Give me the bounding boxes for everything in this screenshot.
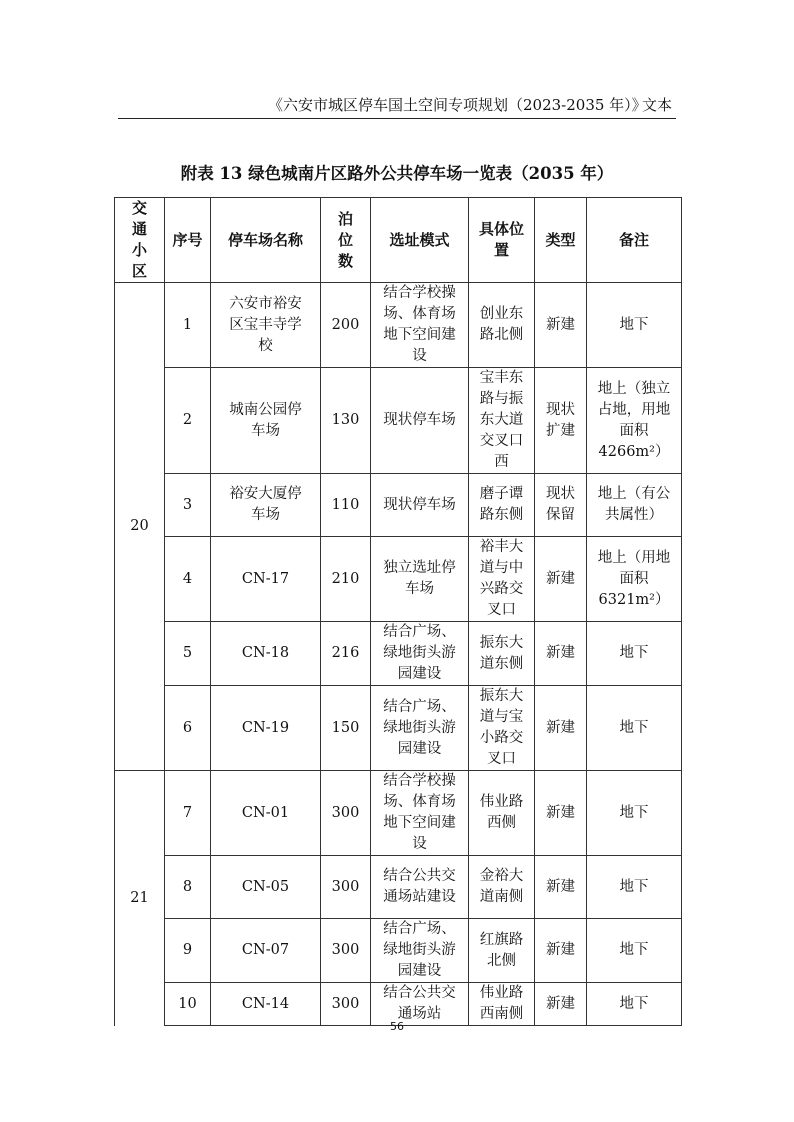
row-mode: 结合广场、绿地街头游园建设 [371, 686, 469, 771]
row-spaces: 300 [321, 771, 371, 856]
row-type: 现状保留 [535, 474, 587, 537]
row-no: 10 [165, 983, 211, 1026]
row-spaces: 300 [321, 983, 371, 1026]
zone-cell: 21 [115, 771, 165, 1026]
row-location: 红旗路北侧 [469, 919, 535, 983]
header-row [115, 198, 682, 283]
col-header-spaces: 泊位数 [321, 198, 371, 283]
row-spaces: 150 [321, 686, 371, 771]
col-header-name: 停车场名称 [211, 198, 321, 283]
row-type: 新建 [535, 919, 587, 983]
row-type: 新建 [535, 771, 587, 856]
row-no: 8 [165, 856, 211, 919]
table-row [115, 919, 682, 983]
row-type: 新建 [535, 686, 587, 771]
row-mode: 结合广场、绿地街头游园建设 [371, 919, 469, 983]
table-row [115, 622, 682, 686]
row-name: CN-07 [211, 919, 321, 983]
row-no: 1 [165, 283, 211, 368]
document-type: 文本 [641, 96, 672, 114]
row-location: 裕丰大道与中兴路交叉口 [469, 537, 535, 622]
row-mode: 结合学校操场、体育场地下空间建设 [371, 771, 469, 856]
row-spaces: 200 [321, 283, 371, 368]
row-name: 裕安大厦停车场 [211, 474, 321, 537]
row-location: 金裕大道南侧 [469, 856, 535, 919]
page-header [118, 92, 676, 119]
col-header-zone: 交通小区 [115, 198, 165, 283]
note-text: 地上（独立占地，用地面积4266m²） [597, 380, 671, 460]
row-no: 4 [165, 537, 211, 622]
row-type: 新建 [535, 983, 587, 1026]
row-mode: 结合广场、绿地街头游园建设 [371, 622, 469, 686]
row-location: 伟业路西南侧 [469, 983, 535, 1026]
row-name: CN-01 [211, 771, 321, 856]
row-type: 新建 [535, 856, 587, 919]
page-number: 56 [390, 1020, 404, 1033]
row-name: CN-18 [211, 622, 321, 686]
row-location: 振东大道与宝小路交叉口 [469, 686, 535, 771]
row-note: 地下 [587, 983, 682, 1026]
row-no: 5 [165, 622, 211, 686]
row-note [587, 368, 682, 474]
row-spaces: 216 [321, 622, 371, 686]
col-header-mode: 选址模式 [371, 198, 469, 283]
row-type: 新建 [535, 537, 587, 622]
row-note: 地下 [587, 919, 682, 983]
row-name: CN-14 [211, 983, 321, 1026]
document-title: 《六安市城区停车国土空间专项规划（2023-2035 年）》 [268, 96, 647, 114]
row-note: 地下 [587, 283, 682, 368]
row-type: 现状扩建 [535, 368, 587, 474]
row-note: 地下 [587, 771, 682, 856]
table-row [115, 368, 682, 474]
row-mode: 现状停车场 [371, 368, 469, 474]
row-no: 6 [165, 686, 211, 771]
row-no: 2 [165, 368, 211, 474]
col-header-type: 类型 [535, 198, 587, 283]
row-location: 伟业路西侧 [469, 771, 535, 856]
row-spaces: 210 [321, 537, 371, 622]
zone-cell: 20 [115, 283, 165, 771]
row-spaces: 130 [321, 368, 371, 474]
col-header-no: 序号 [165, 198, 211, 283]
row-location: 振东大道东侧 [469, 622, 535, 686]
row-spaces: 300 [321, 856, 371, 919]
row-no: 9 [165, 919, 211, 983]
row-note: 地下 [587, 856, 682, 919]
row-name: CN-17 [211, 537, 321, 622]
row-mode: 结合学校操场、体育场地下空间建设 [371, 283, 469, 368]
row-mode: 现状停车场 [371, 474, 469, 537]
row-note: 地上（有公共属性） [587, 474, 682, 537]
row-spaces: 110 [321, 474, 371, 537]
col-header-location: 具体位置 [469, 198, 535, 283]
row-spaces: 300 [321, 919, 371, 983]
row-name: CN-05 [211, 856, 321, 919]
row-name: CN-19 [211, 686, 321, 771]
table-row [115, 283, 682, 368]
row-name: 城南公园停车场 [211, 368, 321, 474]
table-row [115, 474, 682, 537]
row-note: 地下 [587, 622, 682, 686]
row-mode: 结合公共交通场站建设 [371, 856, 469, 919]
table-row [115, 686, 682, 771]
col-header-note: 备注 [587, 198, 682, 283]
row-note: 地下 [587, 686, 682, 771]
table-title: 附表 13 绿色城南片区路外公共停车场一览表（2035 年） [180, 164, 614, 183]
parking-table [114, 197, 682, 1026]
row-no: 3 [165, 474, 211, 537]
row-type: 新建 [535, 283, 587, 368]
row-no: 7 [165, 771, 211, 856]
row-mode: 独立选址停车场 [371, 537, 469, 622]
table-row [115, 771, 682, 856]
row-location: 创业东路北侧 [469, 283, 535, 368]
table-row [115, 537, 682, 622]
row-name: 六安市裕安区宝丰寺学校 [211, 283, 321, 368]
row-location: 磨子谭路东侧 [469, 474, 535, 537]
row-location: 宝丰东路与振东大道交叉口西 [469, 368, 535, 474]
row-note: 地上（用地面积6321m²） [587, 537, 682, 622]
row-mode: 结合公共交通场站 [371, 983, 469, 1026]
row-type: 新建 [535, 622, 587, 686]
table-row [115, 856, 682, 919]
